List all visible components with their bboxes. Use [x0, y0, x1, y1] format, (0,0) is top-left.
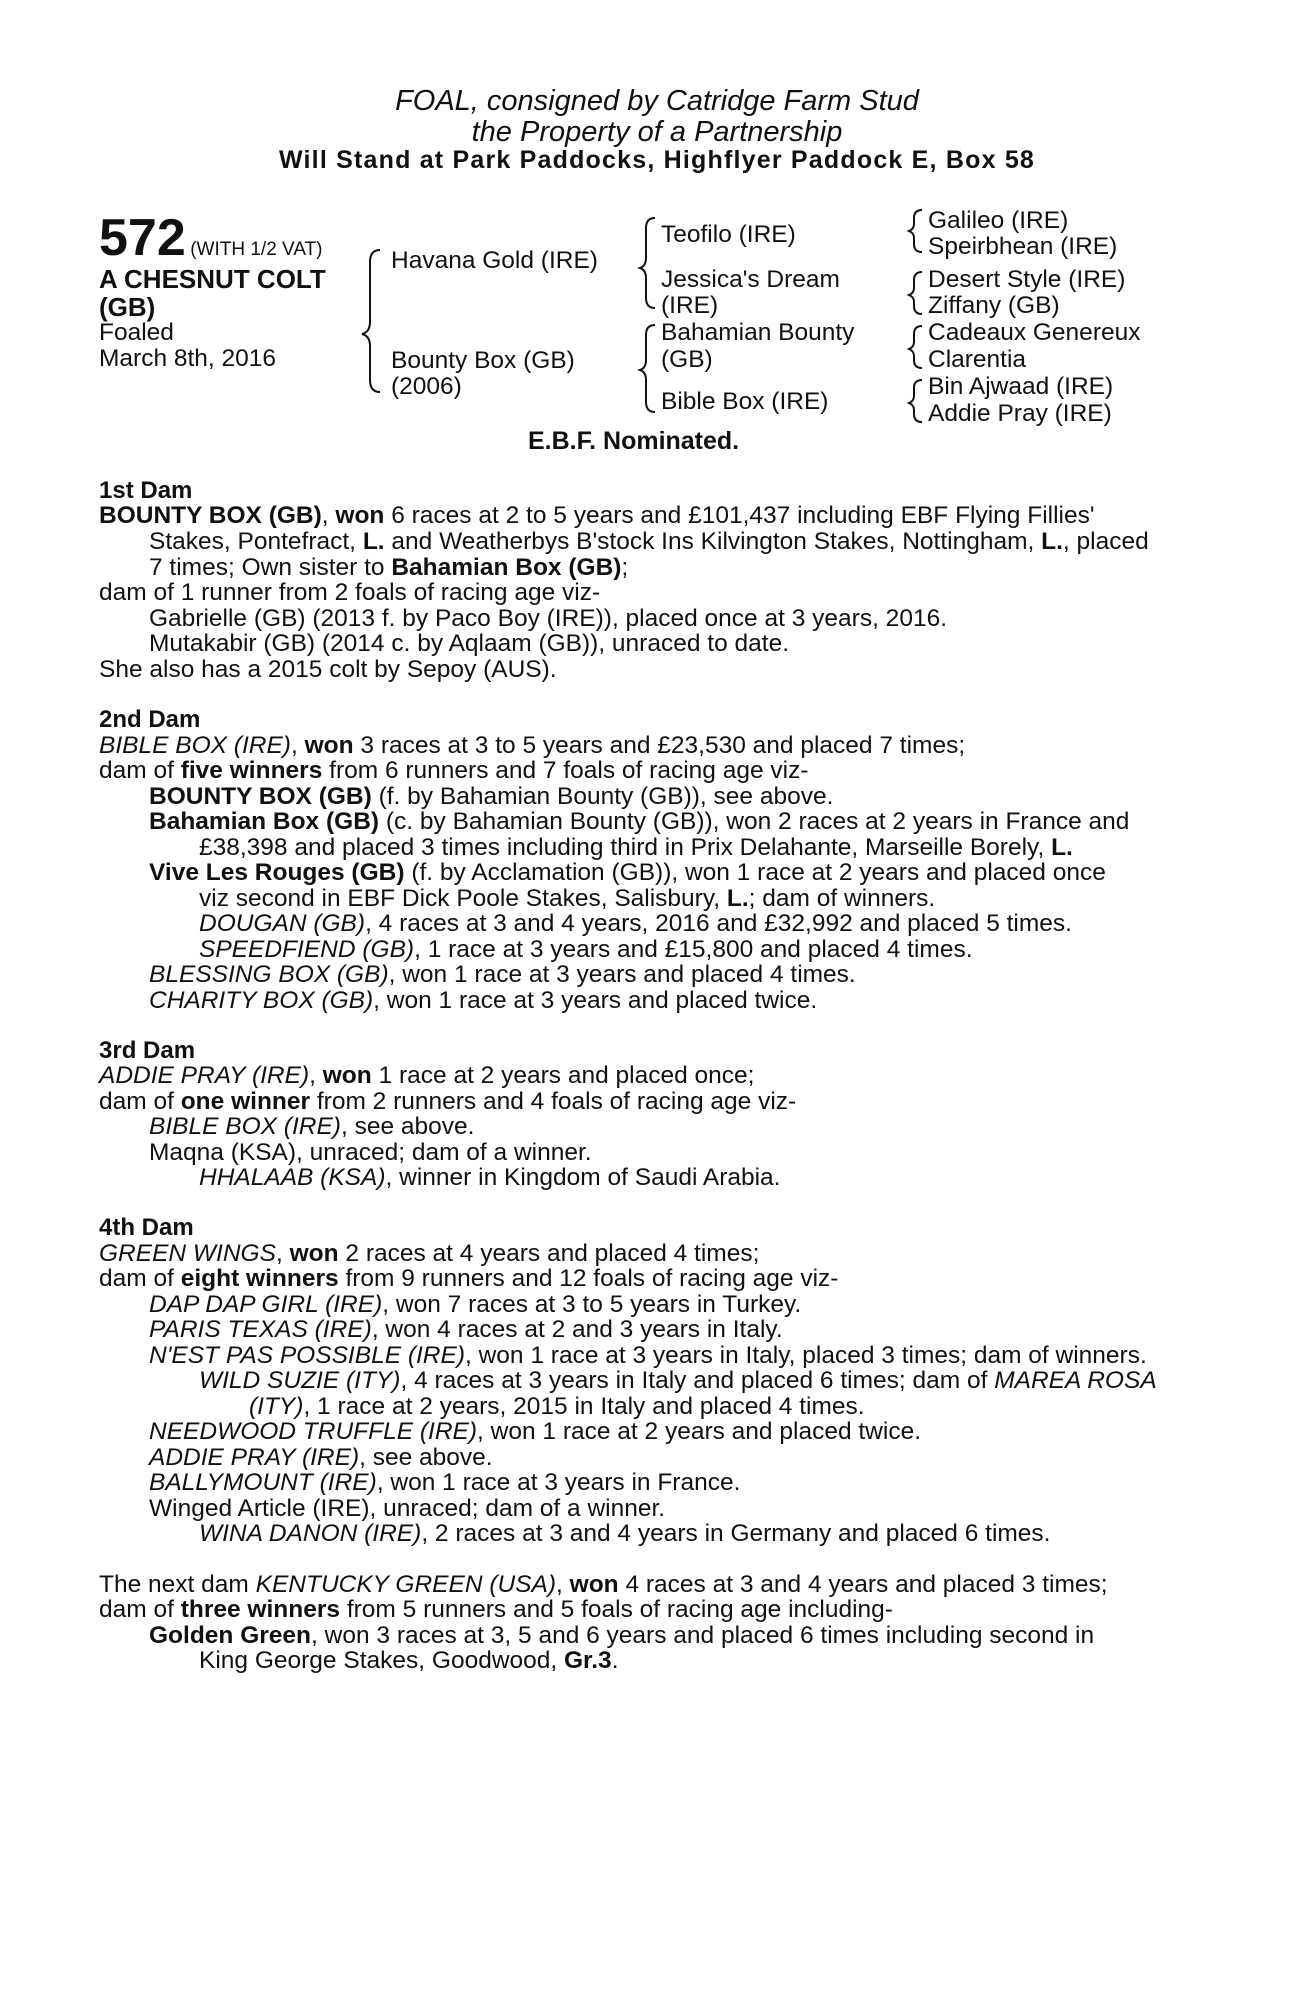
section-heading-3rd-dam: 3rd Dam [99, 1037, 196, 1064]
text-line: Stakes, Pontefract, L. and Weatherbys B'stock Ins Kilvington Stakes, Nottingham, L., placed [149, 528, 1149, 555]
foaled-date: March 8th, 2016 [99, 345, 277, 372]
text-line: BIBLE BOX (IRE), won 3 races at 3 to 5 years and £23,530 and placed 7 times; [99, 732, 966, 759]
granddam-1-line1: Jessica's Dream [661, 266, 840, 293]
brace-biblebox [909, 380, 922, 422]
property-line: the Property of a Partnership [471, 116, 843, 148]
text-line: (ITY), 1 race at 2 years, 2015 in Italy and placed 4 times. [249, 1393, 865, 1420]
granddam-1-line2: (IRE) [661, 292, 719, 319]
text-line: WILD SUZIE (ITY), 4 races at 3 years in Italy and placed 6 times; dam of MAREA ROSA [199, 1367, 1157, 1394]
text-line: Maqna (KSA), unraced; dam of a winner. [149, 1139, 592, 1166]
text-line: DAP DAP GIRL (IRE), won 7 races at 3 to 5 years in Turkey. [149, 1291, 802, 1318]
text-line: SPEEDFIEND (GB), 1 race at 3 years and £15,800 and placed 4 times. [199, 936, 973, 963]
text-line: DOUGAN (GB), 4 races at 3 and 4 years, 2016 and £32,992 and placed 5 times. [199, 910, 1072, 937]
text-line: dam of five winners from 6 runners and 7 foals of racing age viz- [99, 757, 809, 784]
text-line: dam of three winners from 5 runners and 5 foals of racing age including- [99, 1596, 893, 1623]
ancestor-4: Ziffany (GB) [928, 292, 1060, 319]
text-line: Gabrielle (GB) (2013 f. by Paco Boy (IRE)), placed once at 3 years, 2016. [149, 605, 947, 632]
ancestor-5: Cadeaux Genereux [928, 319, 1141, 346]
text-line: dam of eight winners from 9 runners and 12 foals of racing age viz- [99, 1265, 839, 1292]
dam-name: Bounty Box (GB) [391, 347, 575, 374]
pedigree-brackets [0, 0, 1314, 440]
text-line: WINA DANON (IRE), 2 races at 3 and 4 years in Germany and placed 6 times. [199, 1520, 1051, 1547]
lot-number: 572 [99, 209, 186, 267]
sire-name: Havana Gold (IRE) [391, 247, 598, 274]
ebf-nominated: E.B.F. Nominated. [528, 427, 740, 455]
text-line: She also has a 2015 colt by Sepoy (AUS). [99, 656, 557, 683]
stand-location-line: Will Stand at Park Paddocks, Highflyer Paddock E, Box 58 [278, 146, 1036, 174]
text-line: The next dam KENTUCKY GREEN (USA), won 4 races at 3 and 4 years and placed 3 times; [99, 1571, 1108, 1598]
sire-brace [640, 218, 655, 308]
grandsire-2-line1: Bahamian Bounty [661, 319, 855, 346]
text-line: Golden Green, won 3 races at 3, 5 and 6 years and placed 6 times including second in [149, 1622, 1095, 1649]
grandsire-2-line2: (GB) [661, 346, 713, 373]
text-line: BALLYMOUNT (IRE), won 1 race at 3 years in France. [149, 1469, 741, 1496]
brace-jessica [909, 272, 922, 314]
text-line: dam of 1 runner from 2 foals of racing age viz- [99, 579, 601, 606]
foaled-label: Foaled [99, 319, 174, 346]
text-line: CHARITY BOX (GB), won 1 race at 3 years and placed twice. [149, 987, 818, 1014]
text-line: King George Stakes, Goodwood, Gr.3. [199, 1647, 619, 1674]
text-line: GREEN WINGS, won 2 races at 4 years and placed 4 times; [99, 1240, 760, 1267]
text-line: ADDIE PRAY (IRE), see above. [149, 1444, 493, 1471]
text-line: 7 times; Own sister to Bahamian Box (GB); [149, 554, 629, 581]
text-line: NEEDWOOD TRUFFLE (IRE), won 1 race at 2 years and placed twice. [149, 1418, 921, 1445]
text-line: ADDIE PRAY (IRE), won 1 race at 2 years and placed once; [99, 1062, 755, 1089]
text-line: dam of one winner from 2 runners and 4 foals of racing age viz- [99, 1088, 797, 1115]
text-line: Vive Les Rouges (GB) (f. by Acclamation (GB)), won 1 race at 2 years and placed once [149, 859, 1106, 886]
text-line: BLESSING BOX (GB), won 1 race at 3 years and placed 4 times. [149, 961, 856, 988]
text-line: PARIS TEXAS (IRE), won 4 races at 2 and 3 years in Italy. [149, 1316, 783, 1343]
dam-brace [640, 325, 655, 412]
ancestor-1: Galileo (IRE) [928, 207, 1069, 234]
text-line: N'EST PAS POSSIBLE (IRE), won 1 race at 3 years in Italy, placed 3 times; dam of winners. [149, 1342, 1147, 1369]
text-line: Mutakabir (GB) (2014 c. by Aqlaam (GB)), unraced to date. [149, 630, 790, 657]
ancestor-8: Addie Pray (IRE) [928, 400, 1112, 427]
text-line: HHALAAB (KSA), winner in Kingdom of Saudi Arabia. [199, 1164, 781, 1191]
dam-year: (2006) [391, 373, 462, 400]
brace-bahamian [909, 326, 922, 368]
text-line: viz second in EBF Dick Poole Stakes, Salisbury, L.; dam of winners. [199, 885, 936, 912]
text-line: BIBLE BOX (IRE), see above. [149, 1113, 475, 1140]
ancestor-7: Bin Ajwaad (IRE) [928, 373, 1114, 400]
main-brace [362, 250, 380, 392]
section-heading-2nd-dam: 2nd Dam [99, 706, 201, 733]
ancestor-3: Desert Style (IRE) [928, 266, 1126, 293]
brace-teofilo [909, 210, 922, 252]
vat-note: (WITH 1/2 VAT) [190, 239, 323, 260]
colt-description: A CHESNUT COLT [99, 264, 326, 294]
text-line: Winged Article (IRE), unraced; dam of a winner. [149, 1495, 666, 1522]
granddam-2: Bible Box (IRE) [661, 388, 829, 415]
text-line: BOUNTY BOX (GB), won 6 races at 2 to 5 years and £101,437 including EBF Flying Fillies' [99, 502, 1095, 529]
text-line: Bahamian Box (GB) (c. by Bahamian Bounty (GB)), won 2 races at 2 years in France and [149, 808, 1130, 835]
consignor-line: FOAL, consigned by Catridge Farm Stud [395, 85, 919, 117]
ancestor-6: Clarentia [928, 346, 1027, 373]
section-heading-1st-dam: 1st Dam [99, 477, 193, 504]
ancestor-2: Speirbhean (IRE) [928, 233, 1118, 260]
grandsire-1: Teofilo (IRE) [661, 221, 796, 248]
text-line: BOUNTY BOX (GB) (f. by Bahamian Bounty (GB)), see above. [149, 783, 834, 810]
section-heading-4th-dam: 4th Dam [99, 1214, 194, 1241]
text-line: £38,398 and placed 3 times including third in Prix Delahante, Marseille Borely, L. [199, 834, 1073, 861]
colt-origin: (GB) [99, 292, 156, 322]
